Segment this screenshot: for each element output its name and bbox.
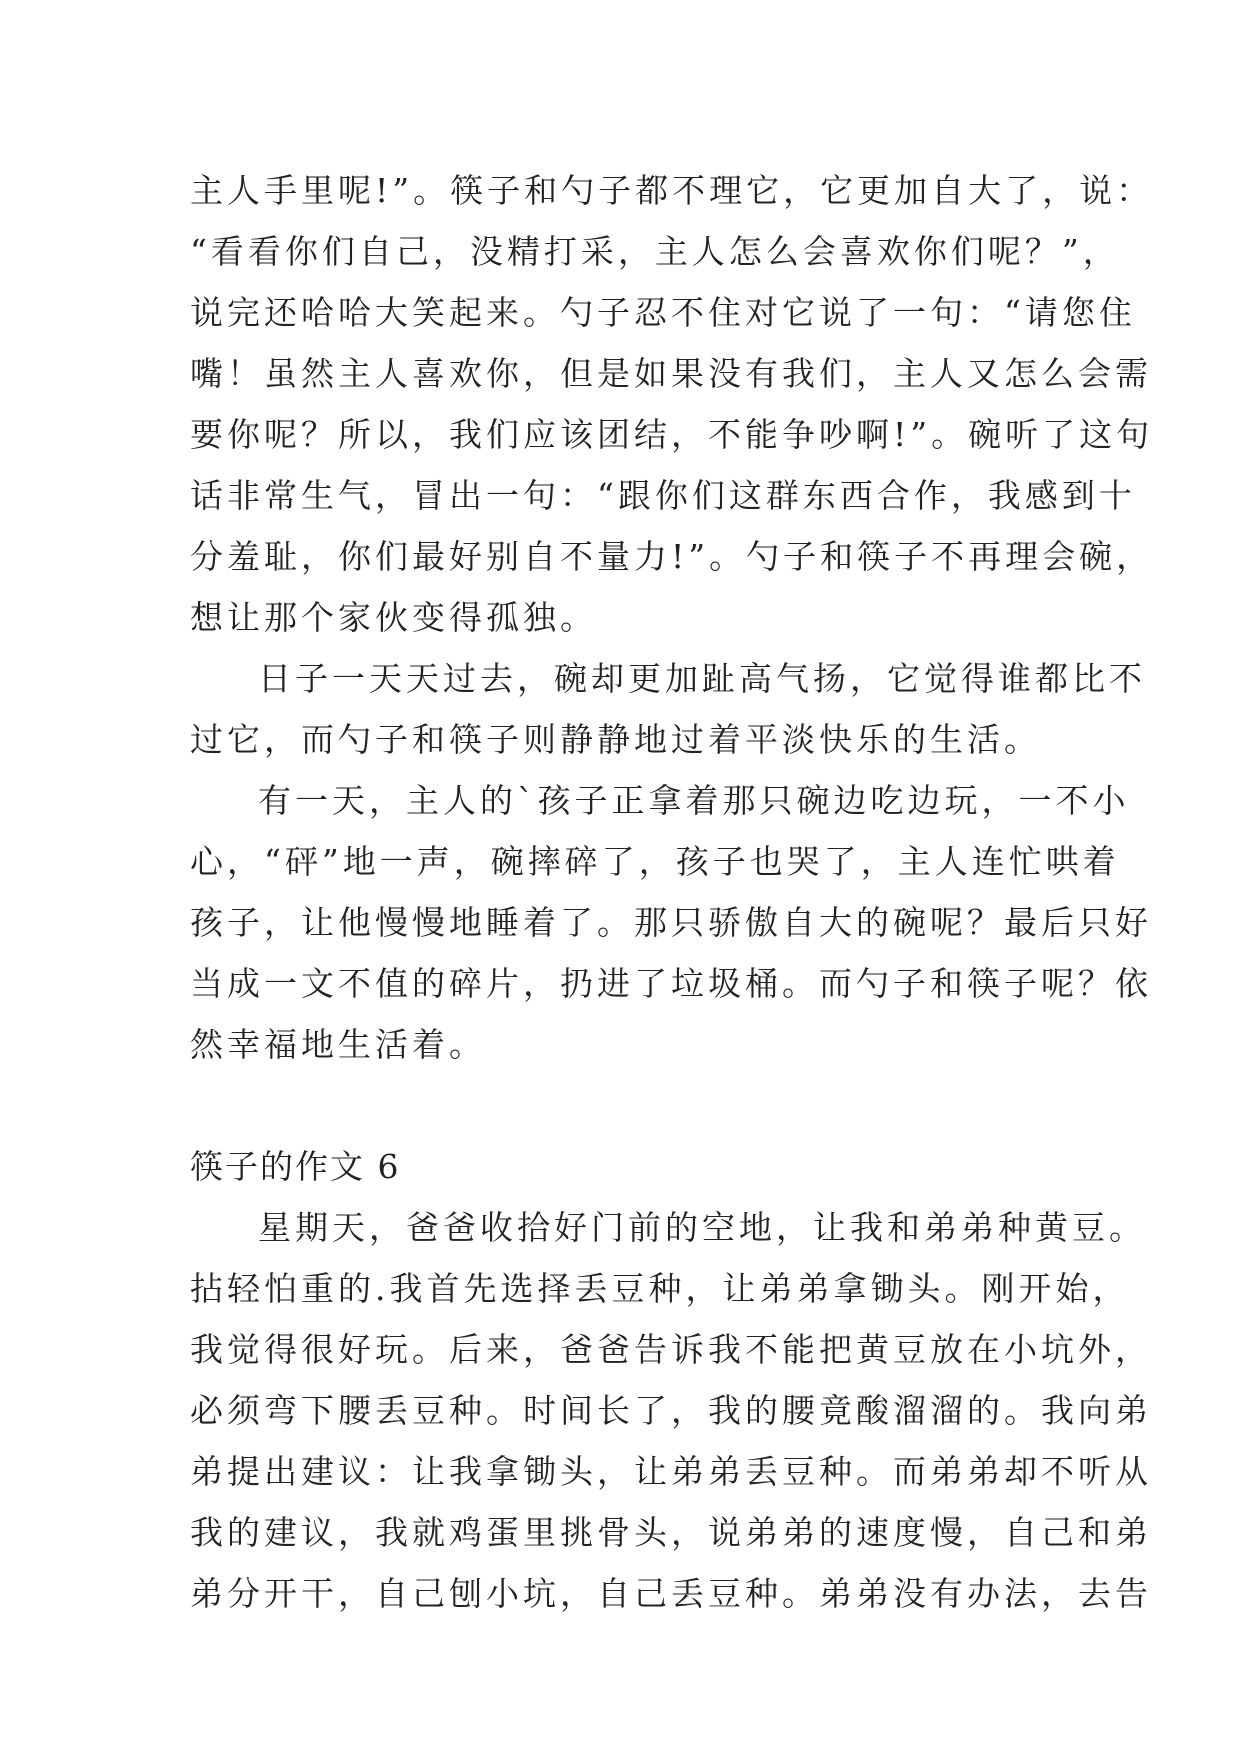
text-line: 嘴！虽然主人喜欢你，但是如果没有我们，主人又怎么会需 [190, 354, 1152, 393]
story-paragraph-1 [190, 160, 1154, 648]
text-line: 星期天，爸爸收拾好门前的空地，让我和弟弟种黄豆。 [258, 1208, 1146, 1247]
text-line: 日子一天天过去，碗却更加趾高气扬，它觉得谁都比不 [258, 659, 1146, 698]
text-line: 我觉得很好玩。后来，爸爸告诉我不能把黄豆放在小坑外， [190, 1330, 1152, 1369]
text-line: “看看你们自己，没精打采，主人怎么会喜欢你们呢？”， [190, 232, 1120, 271]
essay-paragraph [190, 1197, 1152, 1624]
text-line: 话非常生气，冒出一句：“跟你们这群东西合作，我感到十 [190, 476, 1136, 515]
text-line: 心，“砰”地一声，碗摔碎了，孩子也哭了，主人连忙哄着 [190, 842, 1120, 881]
story-paragraph-3 [190, 770, 1152, 1075]
text-line: 当成一文不值的碎片，扔进了垃圾桶。而勺子和筷子呢？依 [190, 964, 1152, 1003]
text-line: 弟提出建议：让我拿锄头，让弟弟丢豆种。而弟弟却不听从 [190, 1452, 1152, 1491]
text-line: 主人手里呢!”。筷子和勺子都不理它，它更加自大了，说： [190, 171, 1154, 210]
text-line: 必须弯下腰丢豆种。时间长了，我的腰竟酸溜溜的。我向弟 [190, 1391, 1152, 1430]
text-line: 想让那个家伙变得孤独。 [190, 598, 597, 637]
text-line: 有一天，主人的`孩子正拿着那只碗边吃边玩，一不小 [258, 781, 1130, 820]
text-line: 要你呢？所以，我们应该团结，不能争吵啊!”。碗听了这句 [190, 415, 1154, 454]
document-body [190, 160, 1154, 1624]
text-line: 弟分开干，自己刨小坑，自己丢豆种。弟弟没有办法，去告 [190, 1574, 1152, 1613]
text-line: 拈轻怕重的.我首先选择丢豆种，让弟弟拿锄头。刚开始， [190, 1269, 1130, 1308]
section-heading: 筷子的作文 6 [190, 1147, 401, 1186]
text-line: 然幸福地生活着。 [190, 1025, 486, 1064]
story-paragraph-2 [190, 648, 1146, 770]
text-line: 过它，而勺子和筷子则静静地过着平淡快乐的生活。 [190, 720, 1041, 759]
text-line: 我的建议，我就鸡蛋里挑骨头，说弟弟的速度慢，自己和弟 [190, 1513, 1152, 1552]
text-line: 孩子，让他慢慢地睡着了。那只骄傲自大的碗呢？最后只好 [190, 903, 1152, 942]
text-line: 分羞耻，你们最好别自不量力!”。勺子和筷子不再理会碗， [190, 537, 1154, 576]
paragraph-spacer [190, 1075, 1070, 1136]
text-line: 说完还哈哈大笑起来。勺子忍不住对它说了一句：“请您住 [190, 293, 1136, 332]
